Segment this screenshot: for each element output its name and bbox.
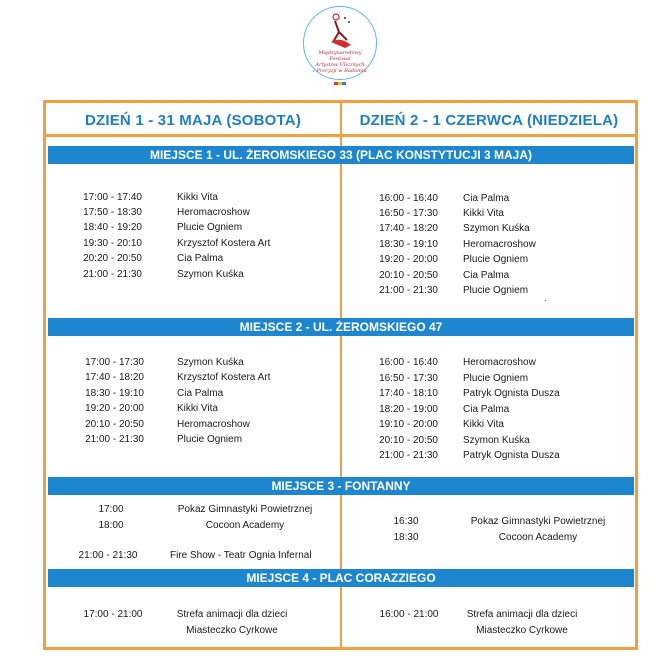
logo-text: Międzynarodowy Festiwal Artystów Ulicznych i Precyzji w Radomiu xyxy=(313,50,367,74)
day1-header: DZIEŃ 1 - 31 MAJA (SOBOTA) xyxy=(84,112,302,129)
place3-band: MIEJSCE 3 - FONTANNY xyxy=(48,477,634,495)
time-label: 18:00 xyxy=(98,520,124,531)
acrobat-icon xyxy=(323,12,357,50)
header-divider xyxy=(44,134,637,137)
activity-label: Pokaz Gimnastyki Powietrznej xyxy=(177,504,313,515)
time-label: 17:00 xyxy=(98,504,124,515)
stray-dot: . xyxy=(544,293,547,303)
time-label: 21:00 - 21:30 xyxy=(78,550,138,561)
activity-label: Miasteczko Cyrkowe xyxy=(186,625,278,636)
place4-band: MIEJSCE 4 - PLAC CORAZZIEGO xyxy=(48,569,634,587)
activity-label: Cocoon Academy xyxy=(205,520,285,531)
activity-label: Strefa animacji dla dzieci xyxy=(176,609,288,620)
time-label: 18:30 xyxy=(393,532,419,543)
activity-label: Pokaz Gimnastyki Powietrznej xyxy=(470,516,606,527)
activity-label: Strefa animacji dla dzieci xyxy=(466,609,578,620)
day2-header: DZIEŃ 2 - 1 CZERWCA (NIEDZIELA) xyxy=(359,112,619,129)
activity-label: Cocoon Academy xyxy=(498,532,578,543)
time-label: 17:00 - 21:00 xyxy=(83,609,143,620)
place2-band: MIEJSCE 2 - UL. ŻEROMSKIEGO 47 xyxy=(48,318,634,336)
time-label: 16:00 - 21:00 xyxy=(379,609,439,620)
activity-label: Miasteczko Cyrkowe xyxy=(476,625,568,636)
activity-label: Fire Show - Teatr Ognia Infernal xyxy=(170,550,312,561)
festival-logo xyxy=(303,6,377,86)
time-label: 16:30 xyxy=(393,516,419,527)
place1-band: MIEJSCE 1 - UL. ŻEROMSKIEGO 33 (PLAC KONSTYTUCJI 3 MAJA) xyxy=(48,146,634,164)
logo-flag xyxy=(334,82,346,85)
column-divider xyxy=(340,102,342,648)
